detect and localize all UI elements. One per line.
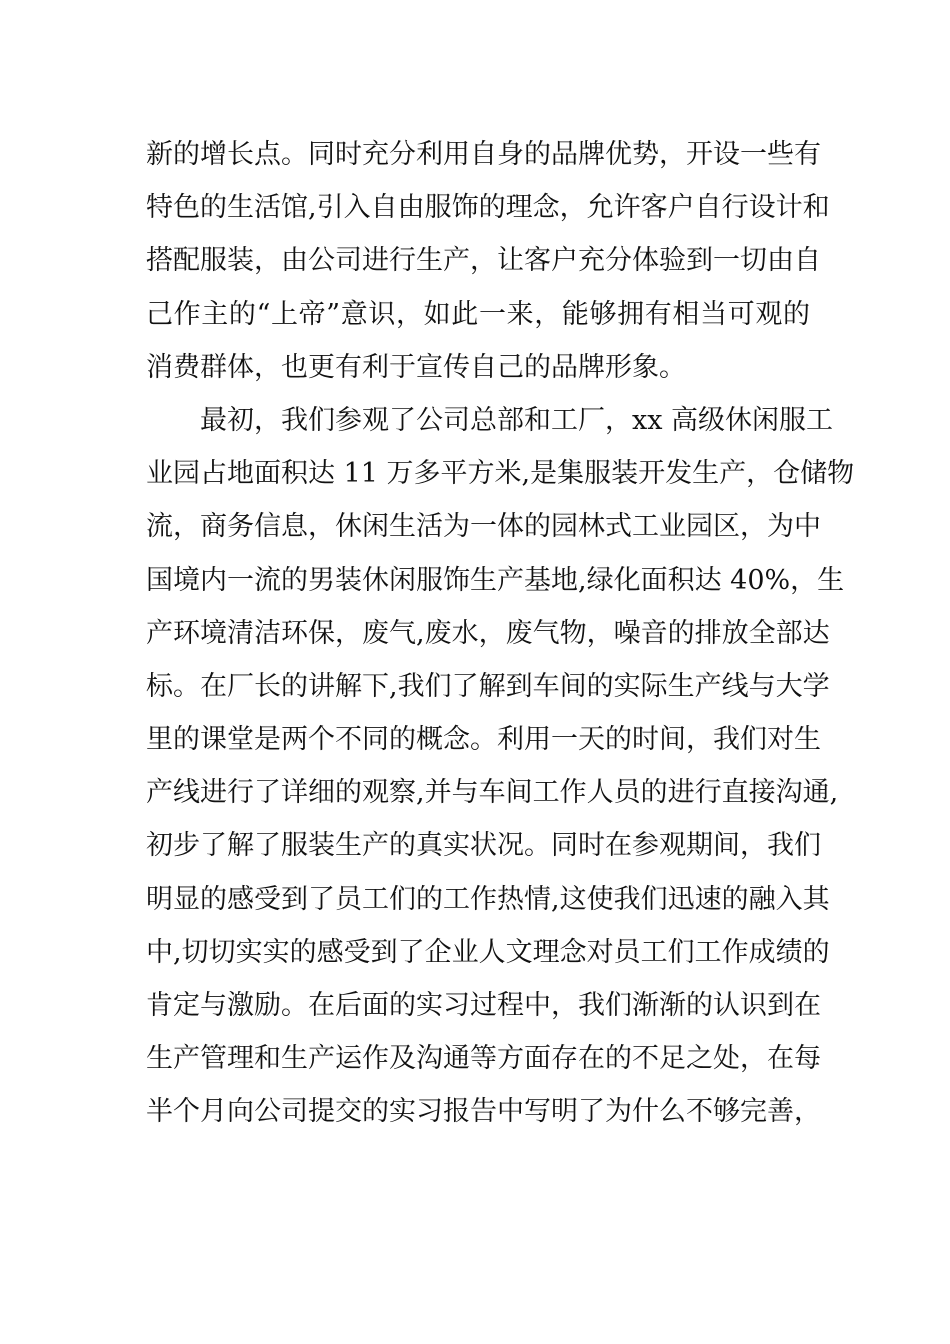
text-line-5: 消费群体，也更有利于宣传自己的品牌形象。 — [146, 351, 686, 383]
text-line-3: 搭配服装，由公司进行生产，让客户充分体验到一切由自 — [146, 245, 821, 277]
text-line-13: 产线进行了详细的观察,并与车间工作人员的进行直接沟通, — [146, 777, 839, 809]
text-line-8: 流，商务信息，休闲生活为一体的园林式工业园区，为中 — [146, 511, 821, 543]
text-line-1: 新的增长点。同时充分利用自身的品牌优势，开设一些有 — [146, 139, 821, 170]
text-line-17: 肯定与激励。在后面的实习过程中，我们渐渐的认识到在 — [146, 990, 821, 1021]
text-line-12: 里的课堂是两个不同的概念。利用一天的时间，我们对生 — [146, 724, 821, 756]
text-line-6: 最初，我们参观了公司总部和工厂，xx 高级休闲服工 — [200, 404, 834, 436]
text-line-9: 国境内一流的男装休闲服饰生产基地,绿化面积达 40%，生 — [146, 564, 845, 596]
text-line-2: 特色的生活馆,引入自由服饰的理念，允许客户自行设计和 — [146, 192, 830, 224]
text-line-18: 生产管理和生产运作及沟通等方面存在的不足之处，在每 — [146, 1043, 821, 1075]
text-line-14: 初步了解了服装生产的真实状况。同时在参观期间，我们 — [146, 830, 821, 862]
document-body-text — [146, 128, 855, 1139]
text-line-4: 己作主的“上帝”意识，如此一来，能够拥有相当可观的 — [146, 298, 810, 330]
text-line-10: 产环境清洁环保，废气,废水，废气物，噪音的排放全部达 — [146, 617, 830, 649]
text-line-7: 业园占地面积达 11 万多平方米,是集服装开发生产，仓储物 — [146, 458, 855, 490]
text-line-15: 明显的感受到了员工们的工作热情,这使我们迅速的融入其 — [146, 883, 830, 915]
text-line-19: 半个月向公司提交的实习报告中写明了为什么不够完善， — [146, 1096, 821, 1128]
text-line-16: 中,切切实实的感受到了企业人文理念对员工们工作成绩的 — [146, 936, 830, 968]
text-line-11: 标。在厂长的讲解下,我们了解到车间的实际生产线与大学 — [146, 670, 830, 702]
